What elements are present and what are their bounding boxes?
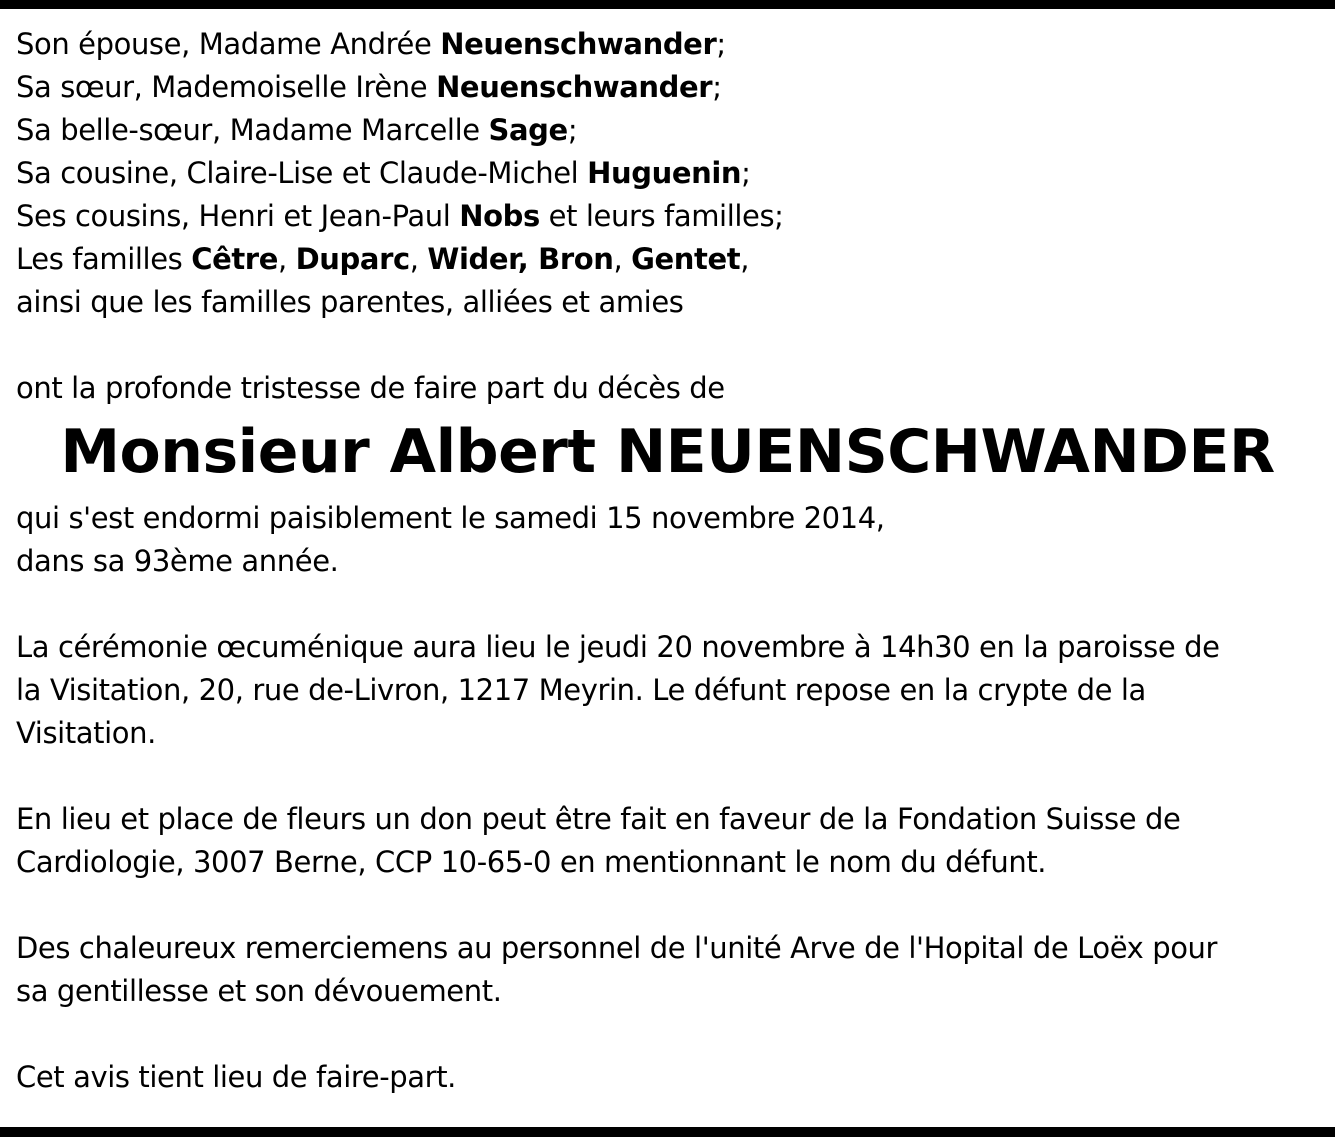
surname-bold: Huguenin: [587, 156, 742, 190]
ceremony-line-3: Visitation.: [16, 716, 156, 750]
surname-bold: Cêtre: [191, 242, 278, 276]
death-line-1: qui s'est endormi paisiblement le samedi 15 novembre 2014,: [16, 501, 885, 535]
spacer: [16, 884, 1326, 927]
ceremony-line-1: La cérémonie œcuménique aura lieu le jeudi 20 novembre à 14h30 en la paroisse de: [16, 630, 1220, 664]
bottom-border-rule: [0, 1127, 1335, 1137]
family-line-cousins: Ses cousins, Henri et Jean-Paul Nobs et leurs familles;: [16, 199, 784, 233]
announcement-line: ont la profonde tristesse de faire part du décès de: [16, 371, 725, 405]
surname-bold: Wider, Bron: [427, 242, 614, 276]
spacer: [16, 755, 1326, 798]
spacer: [16, 583, 1326, 626]
family-line-cousin: Sa cousine, Claire-Lise et Claude-Michel Huguenin;: [16, 156, 751, 190]
surname-bold: Neuenschwander: [436, 70, 713, 104]
family-line-sister-in-law: Sa belle-sœur, Madame Marcelle Sage;: [16, 113, 578, 147]
surname-bold: Neuenschwander: [440, 27, 717, 61]
deceased-name-heading: Monsieur Albert NEUENSCHWANDER: [60, 417, 1275, 487]
thanks-line-1: Des chaleureux remerciemens au personnel de l'unité Arve de l'Hopital de Loëx pour: [16, 931, 1218, 965]
spacer: [16, 324, 1326, 367]
thanks-line-2: sa gentillesse et son dévouement.: [16, 974, 502, 1008]
surname-bold: Sage: [488, 113, 568, 147]
death-line-2: dans sa 93ème année.: [16, 544, 339, 578]
spacer: [16, 1013, 1326, 1056]
surname-bold: Duparc: [295, 242, 410, 276]
donation-line-1: En lieu et place de fleurs un don peut être fait en faveur de la Fondation Suisse de: [16, 802, 1181, 836]
ceremony-line-2: la Visitation, 20, rue de-Livron, 1217 Meyrin. Le défunt repose en la crypte de la: [16, 673, 1146, 707]
donation-line-2: Cardiologie, 3007 Berne, CCP 10-65-0 en mentionnant le nom du défunt.: [16, 845, 1047, 879]
family-line-sister: Sa sœur, Mademoiselle Irène Neuenschwander;: [16, 70, 722, 104]
family-line-related: ainsi que les familles parentes, alliées et amies: [16, 285, 684, 319]
obituary-notice: [16, 23, 1326, 1099]
closing-line: Cet avis tient lieu de faire-part.: [16, 1060, 456, 1094]
top-border-rule: [0, 0, 1335, 9]
family-line-wife: Son épouse, Madame Andrée Neuenschwander;: [16, 27, 726, 61]
surname-bold: Nobs: [459, 199, 540, 233]
family-line-families: Les familles Cêtre, Duparc, Wider, Bron, Gentet,: [16, 242, 750, 276]
surname-bold: Gentet: [631, 242, 741, 276]
